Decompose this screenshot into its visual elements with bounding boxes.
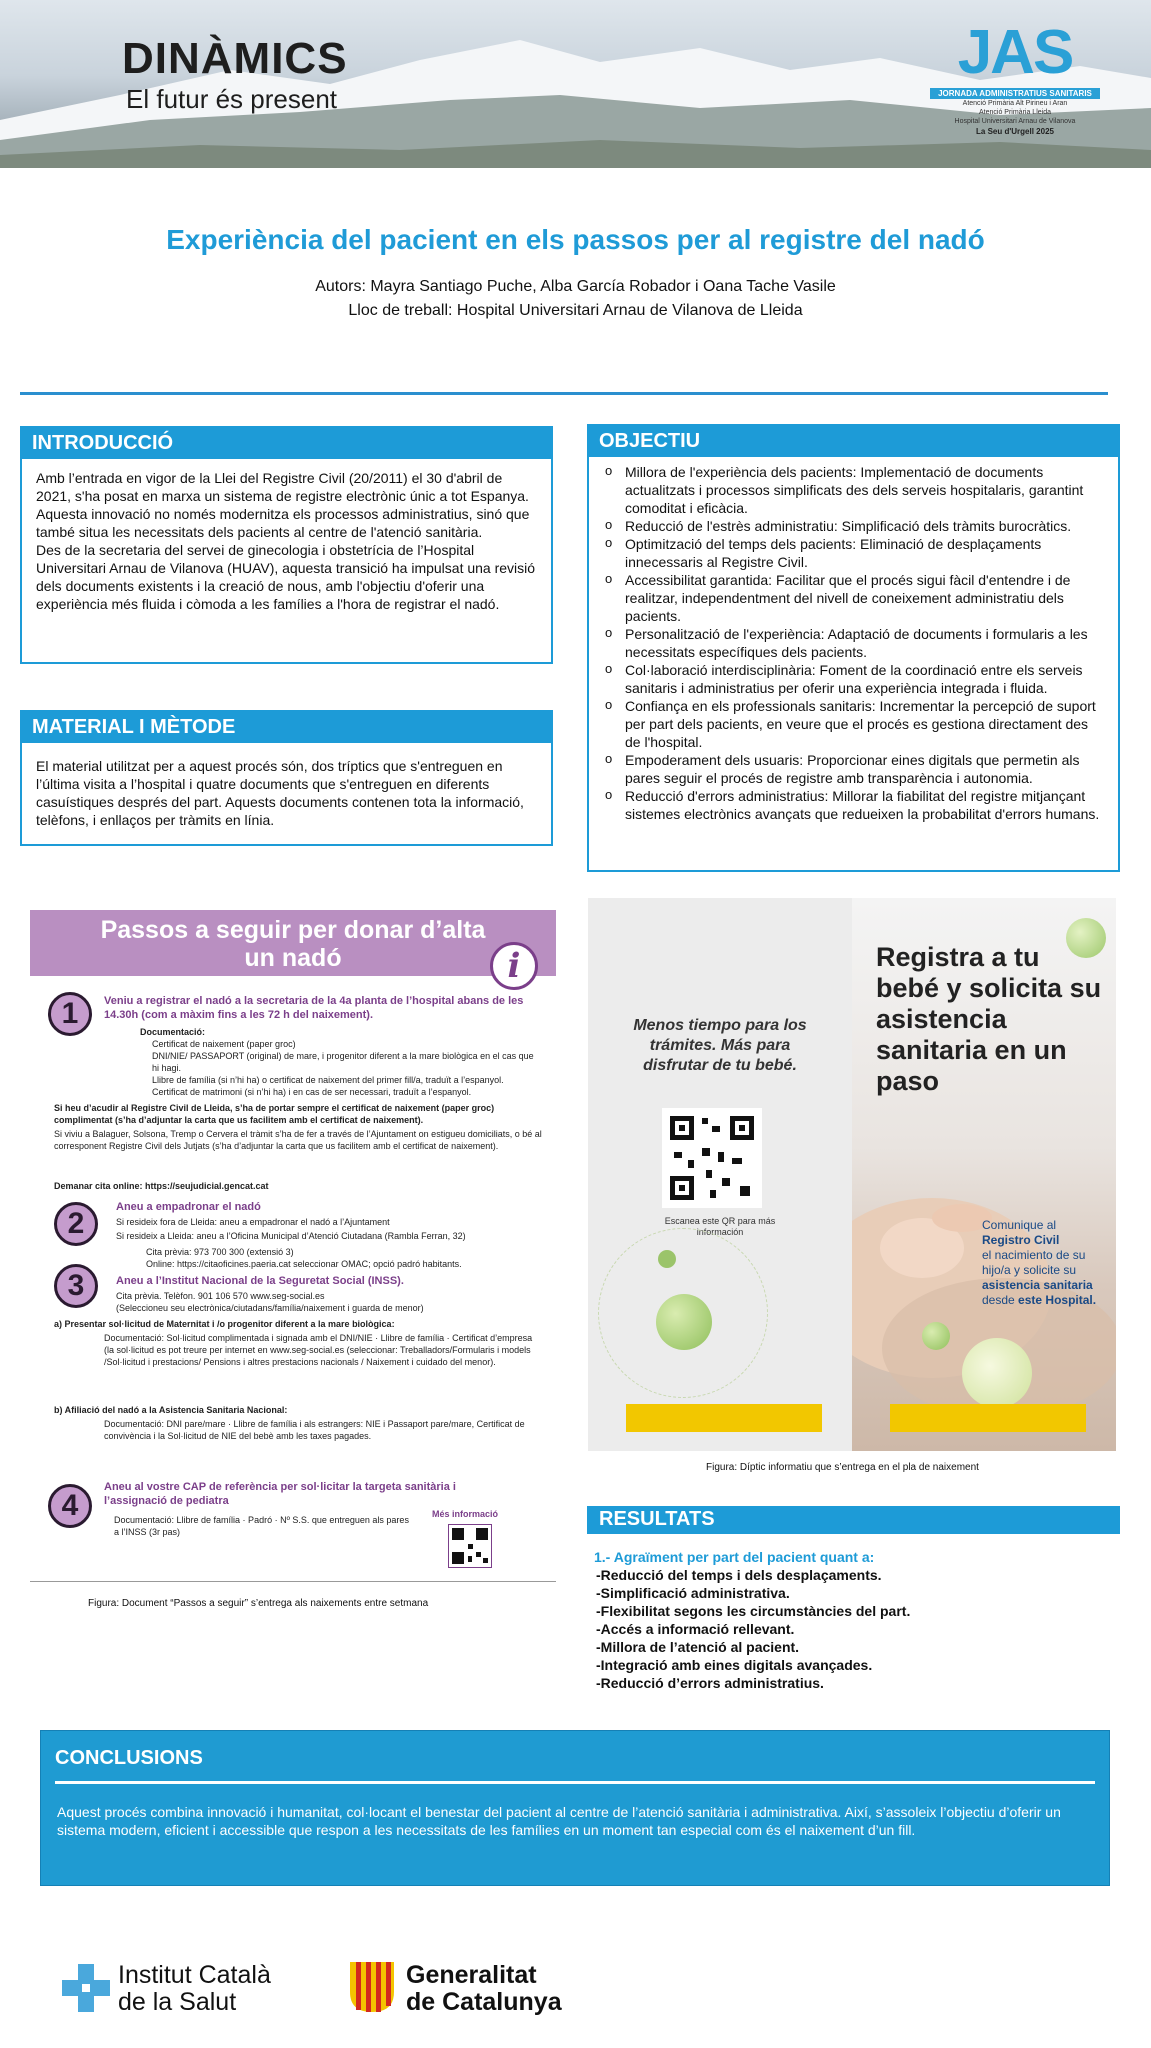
results-body [594,1548,1114,1692]
jas-logo-line: Atenció Primària Alt Pirineu i Aran [962,100,1068,107]
objective-item: o Reducció d'errors administratius: Millorar la fiabilitat del registre mitjançant sistemes electrònics avançats que redueixen la probabilitat d'errors humans. [603,787,1104,823]
steps-banner: Passos a seguir per donar d’alta un nadó [30,910,556,976]
government-logo-bar [890,1404,1086,1432]
step-2-line: Si resideix a Lleida: aneu a l’Oficina Municipal d’Atenció Ciutadana (Rambla Ferran, 32) [116,1231,466,1241]
ics-logo [62,1960,322,2016]
step-2-line: Online: https://citaoficines.paeria.cat seleccionar OMAC; opció padró habitants. [146,1259,462,1269]
conclusions-panel [40,1730,1110,1886]
results-heading: RESULTATS [587,1506,1120,1534]
step-2-line: Si resideix fora de Lleida: aneu a empadronar el nadó a l’Ajuntament [116,1217,390,1227]
step-4-docs: Documentació: Llibre de família · Padró · Nº S.S. que entreguen als pares a l’INSS (3r pas) [114,1515,409,1537]
step-1-doc-title: Documentació: [140,1027,206,1037]
conclusions-text: Aquest procés combina innovació i humanitat, col·locant el benestar del pacient al centre de l’atenció sanitària i administrativa. Així, s’assoleix l’objectiu d’oferir un sistema modern, eficient i accessible que respon a les necessitats de les famílies en un moment tan especial com és el naixement d’un fill. [57,1804,1061,1838]
cta-bold: Registro Civil [982,1233,1060,1247]
diptych-right-panel [852,898,1116,1451]
step-1-text: Veniu a registrar el nadó a la secretaria de la 4a planta de l’hospital abans de les 14.30h (com a màxim fins a les 72 h del naixement). [104,995,524,1021]
objective-item: o Millora de l'experiència dels pacients: Implementació de documents actualitzats i processos simplificats des dels serveis hospitalaris, garantint comoditat i eficàcia. [603,463,1104,517]
ics-logo-line: Institut Català [118,1961,271,1989]
objective-item: o Col·laboració interdisciplinària: Foment de la coordinació entre els serveis sanitaris i administratius per oferir una experiència integrada i fluida. [603,661,1104,697]
cta-bold: este Hospital. [1018,1293,1097,1307]
cta-bold: asistencia sanitaria [982,1278,1093,1292]
jas-logo [930,18,1100,158]
cta-text: Comunique al [982,1218,1057,1232]
diptych-headline: Registra a tu bebé y solicita su asistencia sanitaria en un paso [876,942,1102,1096]
step-2-number: 2 [54,1202,98,1246]
step-3-a: a) Presentar sol·licitud de Maternitat i /o progenitor diferent a la mare biològica: [54,1319,395,1329]
step-1-doc-item: Certificat de naixement (paper groc) [152,1039,296,1049]
results-title: 1.- Agraïment per part del pacient quant a: [594,1549,875,1565]
step-3-a-docs: Documentació: Sol·licitud complimentada i signada amb el DNI/NIE · Llibre de família · Certificat d’empresa (la sol·licitud es pot treure per internet en www.seg-social.es (seleccionar: Treballadors/Formularis i models /Sol·licitud i prestacions/ Pensions i altres prestacions nacionals / Naixement i cuidado del menor). [104,1333,533,1367]
qr-code-icon [448,1524,492,1568]
generalitat-logo-text [406,1962,562,2016]
step-1-online: Demanar cita online: https://seujudicial.gencat.cat [54,1181,269,1191]
decorative-ring [598,1228,768,1398]
diptych-figure [588,898,1116,1451]
step-3-b: b) Afiliació del nadó a la Asistencia Sanitaria Nacional: [54,1405,288,1415]
results-item: -Reducció d’errors administratius. [596,1675,824,1691]
divider [55,1781,1095,1784]
results-item: -Reducció del temps i dels desplaçaments. [596,1567,882,1583]
objective-item: o Confiança en els professionals sanitaris: Incrementar la percepció de suport per part dels pacients, en veure que el procés es gestiona directament des de l'hospital. [603,697,1104,751]
dinamics-tagline: El futur és present [126,84,337,114]
header-banner [0,0,1151,168]
step-3-line: (Seleccioneu seu electrònica/ciutadans/família/naixement i guarda de menor) [116,1303,424,1313]
objective-item: o Optimització del temps dels pacients: Eliminació de desplaçaments innecessaris al Registre Civil. [603,535,1104,571]
ics-logo-text [118,1962,271,2016]
objective-panel [587,424,1120,872]
jas-logo-mark: JAS [957,18,1073,87]
diptych-tagline: Menos tiempo para los trámites. Más para disfrutar de tu bebé. [633,1017,807,1074]
results-item: -Flexibilitat segons les circumstàncies del part. [596,1603,911,1619]
ics-cross-icon [62,1964,110,2012]
diptych-cta [982,1218,1112,1308]
info-icon: i [490,942,538,990]
results-item: -Accés a informació rellevant. [596,1621,795,1637]
government-logo-bar [626,1404,822,1432]
steps-figure [30,910,556,1582]
introduction-paragraph: Des de la secretaria del servei de ginecologia i obstetrícia de l’Hospital Universitari Arnau de Vilanova (HUAV), aquesta transició ha impulsat una revisió dels documents existents i la creació de nous, amb l'objectiu d'oferir una experiència més fluida i còmoda a les famílies a l'hora de registrar el nadó. [36,542,536,612]
step-3-b-docs: Documentació: DNI pare/mare · Llibre de família i als estrangers: NIE i Passaport pare/mare, Certificat de convivència i la Sol·licitud de NIE del bebè amb les taxes pagades. [104,1419,525,1441]
objective-heading: OBJECTIU [589,426,1118,457]
step-1-doc-item: Llibre de família (si n’hi ha) o certificat de naixement del primer fill/a, traduït a l’espanyol. [152,1075,504,1085]
divider [20,392,1108,395]
objective-body [589,457,1118,833]
decorative-bubble [922,1322,950,1350]
jas-logo-line: Hospital Universitari Arnau de Vilanova [954,118,1076,125]
qr-code-icon [662,1108,762,1208]
step-3-number: 3 [54,1264,98,1308]
step-1-doc-item: Certificat de matrimoni (si n’hi ha) i en cas de ser necessari, traduït a l’espanyol. [152,1087,472,1097]
senyera-icon [350,1962,394,2012]
diptych-left-panel [588,898,852,1451]
more-info-label: Més informació [432,1509,499,1519]
results-item: -Simplificació administrativa. [596,1585,790,1601]
jas-logo-band: JORNADA ADMINISTRATIUS SANITARIS [930,88,1100,99]
introduction-paragraph: Amb l’entrada en vigor de la Llei del Registre Civil (20/2011) el 30 d'abril de 2021, s'ha posat en marxa un sistema de registre electrònic únic a tot Espanya. Aquesta innovació no només modernitza els processos administratius, sinó que també situa les necessitats dels pacients al centre de l'atenció sanitària. [36,470,530,540]
introduction-panel [20,426,553,664]
step-4-text: Aneu al vostre CAP de referència per sol·licitar la targeta sanitària i l’assignació de pediatra [104,1481,456,1507]
introduction-heading: INTRODUCCIÓ [22,428,551,459]
diptych-figure-caption: Figura: Díptic informatiu que s’entrega en el pla de naixement [706,1462,979,1473]
step-1-note: Si heu d’acudir al Registre Civil de Lleida, s’ha de portar sempre el certificat de naixement (paper groc) complimentat (s’ha d’adjuntar la carta que us facilitem amb el certificat de naixement). [54,1103,495,1125]
step-3-text: Aneu a l’Institut Nacional de la Seguretat Social (INSS). [116,1275,404,1287]
jas-logo-line: Atenció Primària Lleida [979,109,1051,116]
results-item: -Millora de l’atenció al pacient. [596,1639,800,1655]
generalitat-logo-line: Generalitat [406,1961,537,1989]
method-heading: MATERIAL I MÈTODE [22,712,551,743]
objective-item: o Personalització de l'experiència: Adaptació de documents i formularis a les necessitats específiques dels pacients. [603,625,1104,661]
step-4-number: 4 [48,1484,92,1528]
dinamics-logo: DINÀMICS [122,34,348,83]
introduction-body [22,459,551,623]
cta-text: desde [982,1293,1015,1307]
jas-logo-location: La Seu d'Urgell 2025 [976,127,1054,136]
step-2-text: Aneu a empadronar el nadó [116,1201,261,1213]
objective-list [603,463,1104,823]
steps-figure-caption: Figura: Document “Passos a seguir” s’entrega als naixements entre setmana [88,1598,429,1609]
workplace: Lloc de treball: Hospital Universitari Arnau de Vilanova de Lleida [348,302,803,319]
step-3-line: Cita prèvia. Telèfon. 901 106 570 www.seg-social.es [116,1291,325,1301]
diptych-scan-text: Escanea este QR para más información [664,1216,776,1237]
generalitat-logo [350,1960,610,2016]
generalitat-logo-line: de Catalunya [406,1988,562,2016]
conclusions-heading: CONCLUSIONS [55,1747,203,1769]
step-2-line: Cita prèvia: 973 700 300 (extensió 3) [146,1247,294,1257]
authors: Autors: Mayra Santiago Puche, Alba García Robador i Oana Tache Vasile [315,278,836,295]
objective-item: o Empoderament dels usuaris: Proporcionar eines digitals que permetin als pares seguir el procés de registre amb transparència i autonomia. [603,751,1104,787]
decorative-bubble [962,1338,1032,1408]
objective-item: o Accessibilitat garantida: Facilitar que el procés sigui fàcil d'entendre i de realitzar, independentment del nivell de coneixement administratiu dels pacients. [603,571,1104,625]
poster-title: Experiència del pacient en els passos per al registre del nadó [166,224,985,255]
ics-logo-line: de la Salut [118,1988,237,2016]
step-1-doc-item: DNI/NIE/ PASSAPORT (original) de mare, i progenitor diferent a la mare biològica en el cas que hi hagi. [152,1051,534,1073]
step-1-number: 1 [48,992,92,1036]
objective-item: o Reducció de l'estrès administratiu: Simplificació dels tràmits burocràtics. [603,517,1104,535]
step-1-note-2: Si viviu a Balaguer, Solsona, Tremp o Cervera el tràmit s’ha de fer a través de l’Ajuntament on estigueu domiciliats, o bé al corresponent Registre Civil dels Jutjats (s’ha d’adjuntar la carta que us facilitem amb el certificat de naixement). [54,1129,542,1151]
results-item: -Integració amb eines digitals avançades. [596,1657,873,1673]
method-panel [20,710,553,846]
method-body: El material utilitzat per a aquest procés són, dos tríptics que s'entreguen en l’última visita a l’hospital i quatre documents que s'entreguen en diferents casuístiques després del part. Aquests documents contenen tota la informació, telèfons, i enllaços per tràmits en línia. [36,758,524,828]
cta-text: el nacimiento de su hijo/a y solicite su [982,1248,1086,1277]
